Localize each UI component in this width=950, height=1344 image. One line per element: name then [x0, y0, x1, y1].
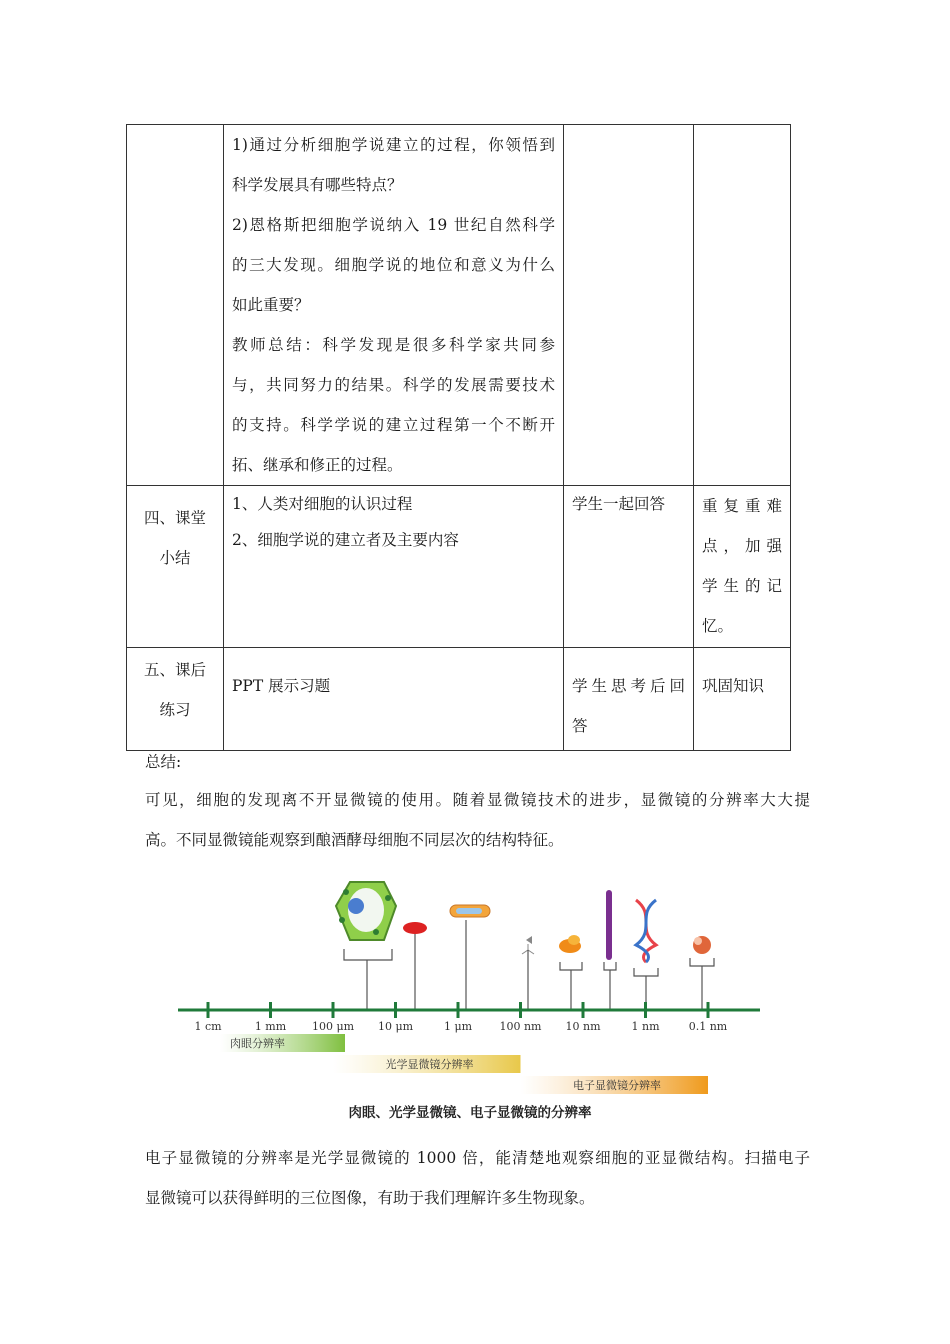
- tick-label: 10 μm: [377, 1020, 414, 1033]
- plant-cell-illustration: [336, 882, 396, 940]
- table-row: [127, 648, 791, 751]
- content-line: 如此重要？: [232, 296, 310, 314]
- stage-label: 小结: [159, 549, 191, 567]
- content-line: 2)恩格斯把细胞学说纳入 19 世纪自然科学: [232, 216, 555, 234]
- intent-cell: [694, 486, 791, 648]
- band-label: 肉眼分辨率: [230, 1037, 285, 1050]
- content-line: 1)通过分析细胞学说建立的过程，你领悟到: [232, 136, 555, 154]
- tick-label: 1 cm: [194, 1020, 222, 1033]
- protein-illustration: [559, 935, 581, 953]
- table-row: [127, 125, 791, 486]
- band-label: 电子显微镜分辨率: [573, 1079, 661, 1092]
- chart-title: 肉眼、光学显微镜、电子显微镜的分辨率: [348, 1105, 592, 1121]
- atom-illustration: [693, 936, 711, 954]
- chromatin-illustration: [606, 890, 612, 960]
- intent-line: 忆。: [702, 617, 734, 635]
- tick-label: 1 μm: [443, 1020, 473, 1033]
- dna-helix-illustration: [636, 900, 656, 962]
- stage-cell: [127, 486, 224, 648]
- content-line: 科学发展具有哪些特点？: [232, 176, 403, 194]
- student-line: 答: [572, 717, 588, 735]
- content-line: PPT 展示习题: [232, 677, 331, 695]
- tick-label: 100 nm: [499, 1020, 542, 1033]
- content-cell: [224, 486, 564, 648]
- resolution-chart: [170, 870, 770, 1130]
- stage-label: 练习: [159, 701, 191, 719]
- content-line: 的三大发现。细胞学说的地位和意义为什么: [232, 256, 555, 274]
- stage-label: 四、课堂: [143, 509, 206, 527]
- tick-label: 1 mm: [254, 1020, 287, 1033]
- content-cell: [224, 648, 564, 751]
- red-blood-cell-illustration: [403, 922, 427, 934]
- content-cell: [224, 125, 564, 486]
- content-line: 拓、继承和修正的过程。: [232, 456, 403, 474]
- summary-heading: 总结:: [145, 753, 182, 771]
- student-line: 学生思考后回: [572, 677, 685, 695]
- intent-line: 点，加强: [702, 537, 782, 555]
- intent-cell: 巩固知识: [694, 648, 791, 751]
- intent-cell: [694, 125, 791, 486]
- connector-lines: [344, 920, 714, 1010]
- tick-label: 10 nm: [565, 1020, 601, 1033]
- student-cell: [564, 125, 694, 486]
- content-line: 与，共同努力的结果。科学的发展需要技术: [232, 376, 555, 394]
- intent-line: 重复重难: [702, 497, 782, 515]
- closing-paragraph-line: 电子显微镜的分辨率是光学显微镜的 1000 倍，能清楚地观察细胞的亚显微结构。扫描电子: [145, 1149, 810, 1167]
- table-row: [127, 486, 791, 648]
- band-label: 光学显微镜分辨率: [385, 1058, 474, 1071]
- tick-label: 100 μm: [311, 1020, 355, 1033]
- tick-label: 0.1 nm: [688, 1020, 728, 1033]
- student-cell: 学生一起回答: [564, 486, 694, 648]
- content-line: 1、人类对细胞的认识过程: [232, 495, 413, 513]
- stage-cell: [127, 125, 224, 486]
- content-line: 2、细胞学说的建立者及主要内容: [232, 531, 459, 549]
- content-line: 的支持。科学学说的建立过程第一个不断开: [232, 416, 555, 434]
- lesson-plan-table: [126, 124, 791, 751]
- closing-paragraph-line: 显微镜可以获得鲜明的三位图像，有助于我们理解许多生物现象。: [145, 1189, 595, 1207]
- stage-cell: [127, 648, 224, 751]
- tick-label: 1 nm: [631, 1020, 660, 1033]
- summary-paragraph-line: 可见，细胞的发现离不开显微镜的使用。随着显微镜技术的进步，显微镜的分辨率大大提: [145, 791, 810, 809]
- summary-paragraph-line: 高。不同显微镜能观察到酿酒酵母细胞不同层次的结构特征。: [145, 831, 564, 849]
- student-cell: [564, 648, 694, 751]
- intent-line: 学生的记: [702, 577, 782, 595]
- stage-label: 五、课后: [143, 661, 206, 679]
- content-line: 教师总结：科学发现是很多科学家共同参: [232, 336, 555, 354]
- bacterium-illustration: [450, 905, 490, 917]
